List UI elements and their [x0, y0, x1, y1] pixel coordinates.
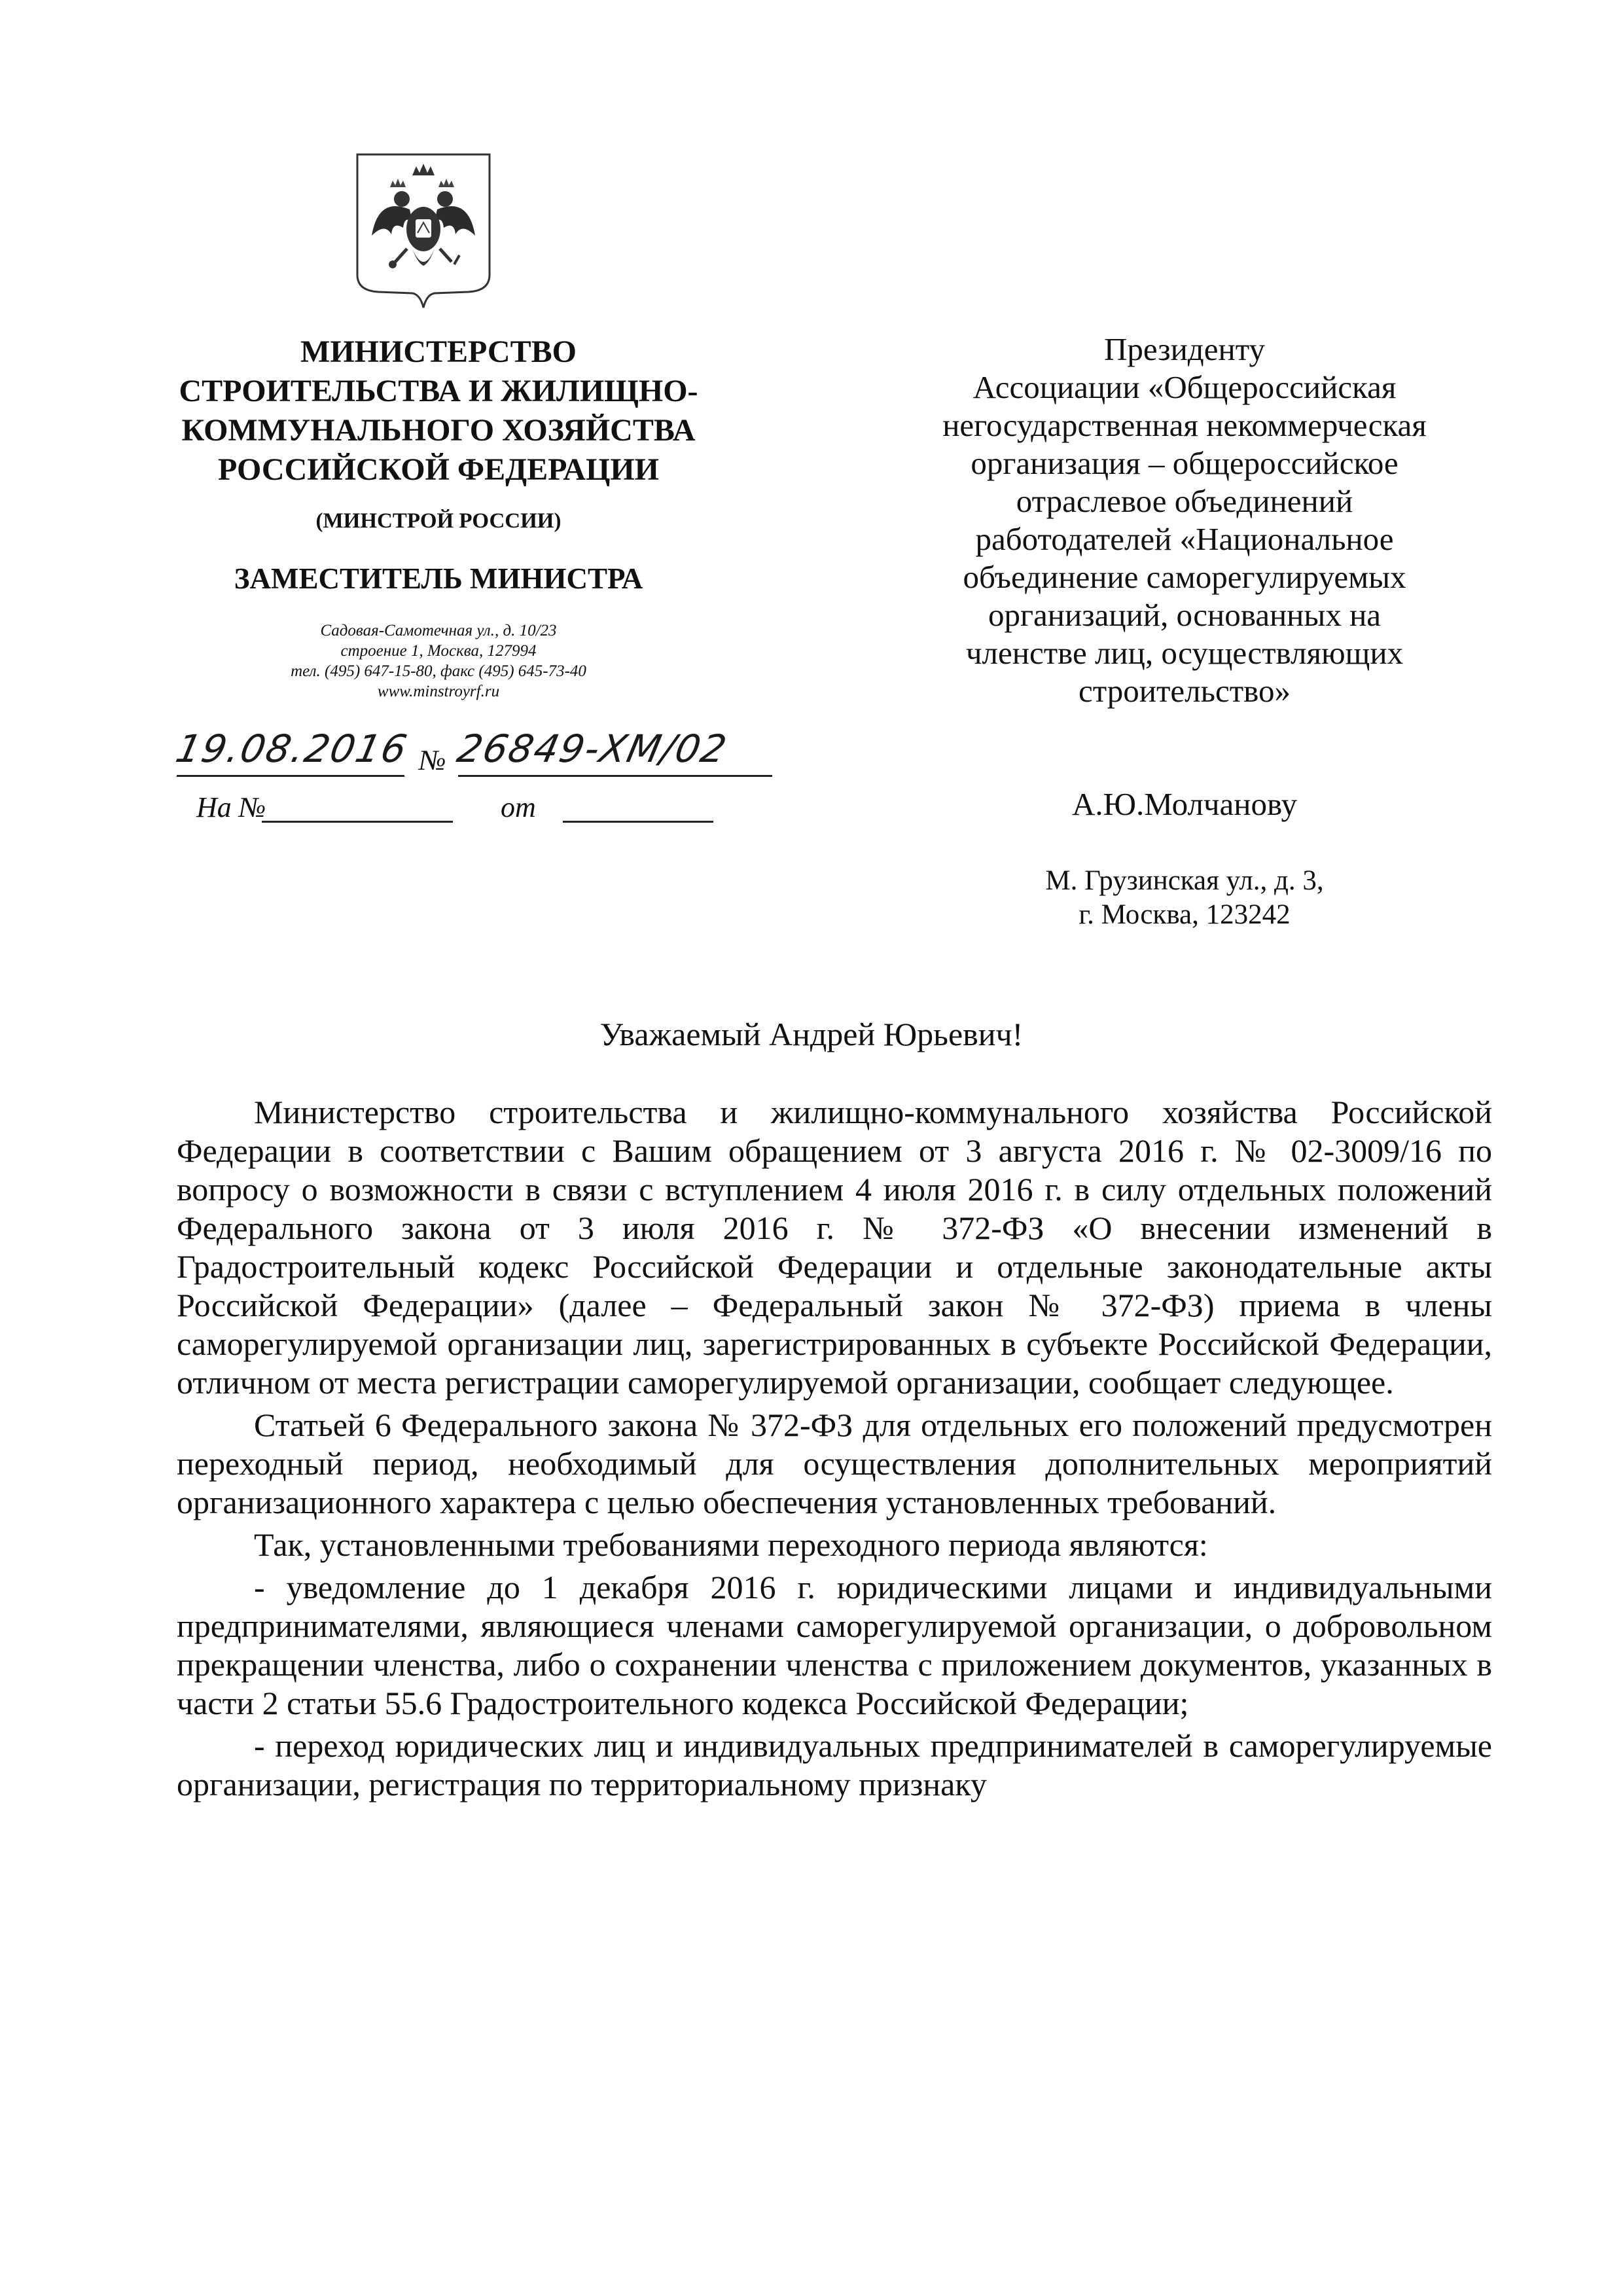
address-line: www.minstroyrf.ru	[377, 683, 500, 700]
salutation: Уважаемый Андрей Юрьевич!	[599, 1016, 1024, 1052]
letter-body	[177, 1093, 1492, 1804]
addressee-line: организация – общероссийское	[971, 445, 1399, 481]
registration-number-line	[458, 775, 772, 777]
registration-date-line	[177, 775, 404, 777]
addressee-line: Президенту	[1104, 331, 1265, 367]
body-paragraph: Так, установленными требованиями переходного периода являются:	[254, 1526, 1208, 1563]
addressee-address-line: М. Грузинская ул., д. 3,	[1045, 865, 1324, 896]
ministry-name-line: КОММУНАЛЬНОГО ХОЗЯЙСТВА	[181, 413, 696, 448]
addressee-address	[870, 864, 1499, 932]
body-paragraph: Статьей 6 Федерального закона № 372-ФЗ для отдельных его положений предусмотрен переходный период, необходимый для осуществления дополнительных мероприятий организационного характера с целью обеспечения установленных требований.	[177, 1407, 1492, 1520]
body-paragraph: Министерство строительства и жилищно-коммунального хозяйства Российской Федерации в соответствии с Вашим обращением от 3 августа 2016 г. № 02-3009/16 по вопросу о возможности в связи с вступлением 4 июля 2016 г. в силу отдельных положений Федерального закона от 3 июля 2016 г. № 372-ФЗ «О внесении изменений в Градостроительный кодекс Российской Федерации и отдельные законодательные акты Российской Федерации» (далее – Федеральный закон № 372-ФЗ) приема в члены саморегулируемой организации лиц, зарегистрированных в субъекте Российской Федерации, отличном от места регистрации саморегулируемой организации, сообщает следующее.	[177, 1094, 1492, 1401]
registration-number-label: №	[419, 744, 446, 776]
ministry-name-line: СТРОИТЕЛЬСТВА И ЖИЛИЩНО-	[179, 374, 698, 408]
addressee-line: отраслевое объединений	[1016, 483, 1353, 519]
addressee-line: строительство»	[1079, 673, 1291, 709]
addressee-line: организаций, основанных на	[988, 597, 1382, 633]
address-line: Садовая-Самотечная ул., д. 10/23	[320, 622, 557, 639]
reference-from-label: от	[501, 791, 536, 823]
addressee-line: объединение саморегулируемых	[963, 559, 1406, 595]
reference-date-blank	[563, 821, 713, 823]
registration-date: 19.08.2016	[171, 726, 412, 771]
addressee-address-line: г. Москва, 123242	[1079, 899, 1291, 930]
addressee-line: негосударственная некоммерческая	[942, 407, 1427, 443]
addressee-name: А.Ю.Молчанову	[1072, 786, 1297, 822]
addressee-line: работодателей «Национальное	[975, 521, 1394, 557]
address-line: строение 1, Москва, 127994	[340, 642, 537, 660]
coat-of-arms-emblem	[352, 151, 495, 314]
body-paragraph: - уведомление до 1 декабря 2016 г. юридическими лицами и индивидуальными предпринимателями, являющиеся членами саморегулируемой организации, о добровольном прекращении членства, либо о сохранении членства с приложением документов, указанных в части 2 статьи 55.6 Градостроительного кодекса Российской Федерации;	[177, 1569, 1492, 1721]
russian-coat-of-arms-icon	[352, 151, 495, 314]
body-paragraph: - переход юридических лиц и индивидуальных предпринимателей в саморегулируемые организации, регистрация по территориальному признаку	[177, 1727, 1492, 1803]
addressee-line: членстве лиц, осуществляющих	[965, 635, 1404, 671]
addressee-block	[870, 331, 1499, 710]
ministry-address	[118, 620, 759, 702]
reference-number-blank	[262, 821, 453, 823]
registration-block	[171, 726, 805, 785]
address-line: тел. (495) 647-15-80, факс (495) 645-73-40	[291, 662, 586, 680]
addressee-line: Ассоциации «Общероссийская	[972, 369, 1397, 405]
reference-number-label: На №	[196, 791, 266, 823]
registration-number: 26849-ХМ/02	[453, 726, 732, 771]
reference-block	[196, 791, 713, 830]
ministry-name-line: МИНИСТЕРСТВО	[300, 334, 577, 369]
ministry-name-line: РОССИЙСКОЙ ФЕДЕРАЦИИ	[217, 452, 660, 487]
position-title: ЗАМЕСТИТЕЛЬ МИНИСТРА	[234, 562, 643, 595]
ministry-name	[118, 332, 759, 490]
ministry-short-name: (МИНСТРОЙ РОССИИ)	[315, 509, 562, 533]
